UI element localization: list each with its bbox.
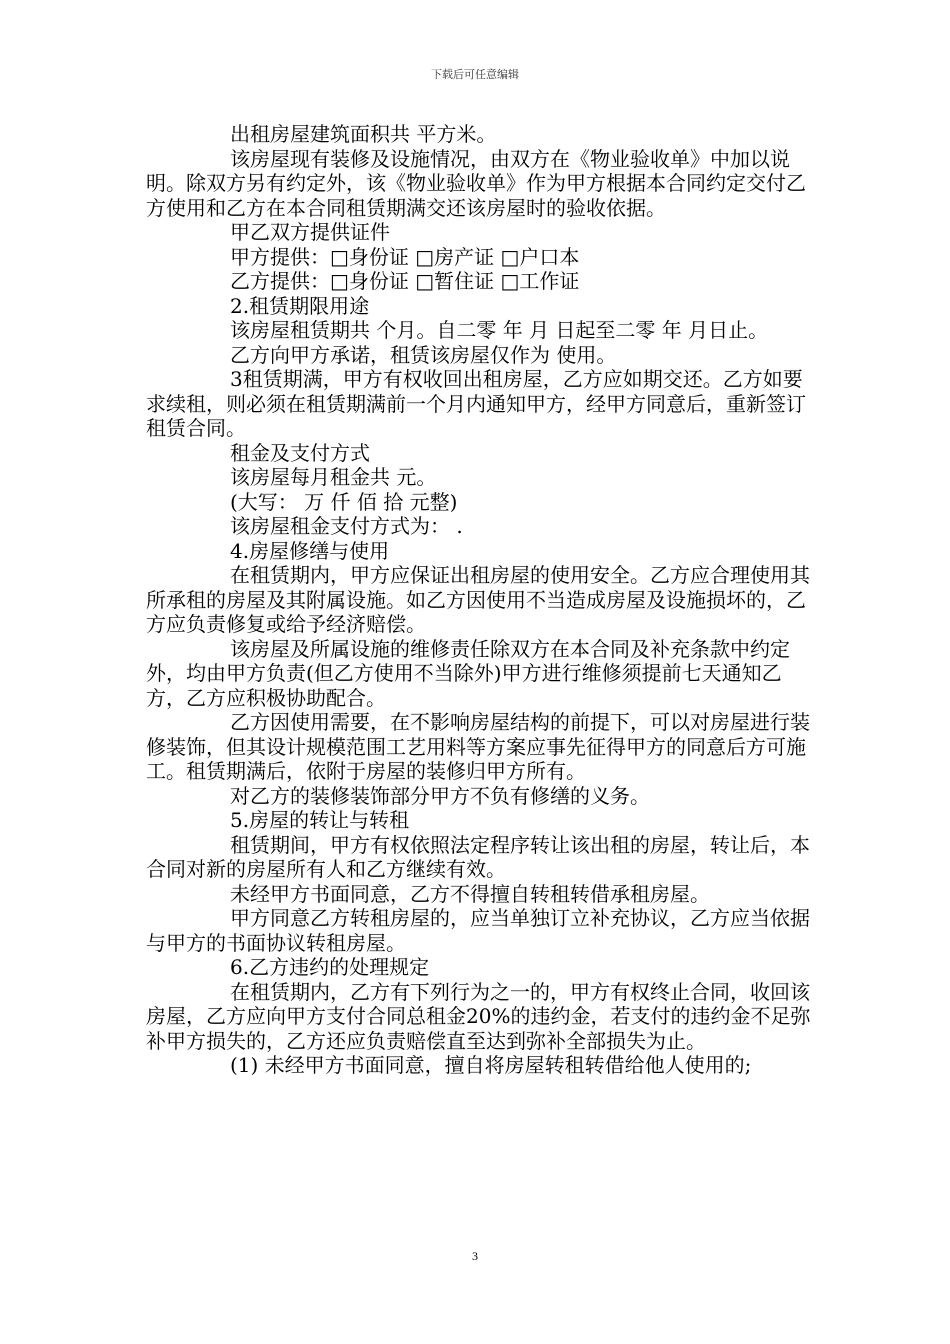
paragraph: 出租房屋建筑面积共 平方米。 — [230, 122, 497, 146]
paragraph: 对乙方的装修装饰部分甲方不负有修缮的义务。 — [230, 783, 650, 808]
paragraph: 该房屋现有装修及设施情况，由双方在《物业验收单》中加以说明。除双方另有约定外，该《物业验收单》作为甲方根据本合同约定交付乙方使用和乙方在本合同租赁期满交还该房屋时的验收依据。 — [146, 146, 806, 220]
paragraph: 乙方因使用需要，在不影响房屋结构的前提下，可以对房屋进行装修装饰，但其设计规模范围工艺用料等方案应事先征得甲方的同意后方可施工。租赁期满后，依附于房屋的装修归甲方所有。 — [146, 710, 810, 783]
paragraph: 4.房屋修缮与使用 — [230, 538, 390, 563]
paragraph: 在租赁期内，甲方应保证出租房屋的使用安全。乙方应合理使用其所承租的房屋及其附属设施。如乙方因使用不当造成房屋及设施损坏的，乙方应负责修复或给予经济赔偿。 — [146, 563, 810, 636]
paragraph: (大写： 万 仟 佰 拾 元整) — [230, 489, 458, 514]
document-body — [146, 122, 812, 1078]
paragraph: 甲乙双方提供证件 — [230, 220, 390, 244]
paragraph: 在租赁期内，乙方有下列行为之一的，甲方有权终止合同，收回该房屋，乙方应向甲方支付合同总租金20%的违约金，若支付的违约金不足弥补甲方损失的，乙方还应负责赔偿直至达到弥补全部损失为止。 — [146, 979, 811, 1053]
paragraph: 3租赁期满，甲方有权收回出租房屋，乙方应如期交还。乙方如要求续租，则必须在租赁期满前一个月内通知甲方，经甲方同意后，重新签订租赁合同。 — [146, 367, 806, 440]
paragraph: 该房屋每月租金共 元。 — [230, 465, 437, 489]
paragraph: 该房屋租赁期共 个月。自二零 年 月 日起至二零 年 月日止。 — [230, 318, 769, 342]
paragraph: 6.乙方违约的处理规定 — [230, 955, 430, 979]
paragraph: 乙方向甲方承诺，租赁该房屋仅作为 使用。 — [230, 342, 617, 367]
paragraph: (1) 未经甲方书面同意，擅自将房屋转租转借给他人使用的; — [230, 1053, 752, 1077]
paragraph: 甲方同意乙方转租房屋的，应当单独订立补充协议，乙方应当依据与甲方的书面协议转租房屋。 — [146, 906, 810, 955]
paragraph: 5.房屋的转让与转租 — [230, 808, 410, 832]
paragraph: 乙方提供：□身份证 □暂住证 □工作证 — [230, 269, 580, 293]
paragraph: 该房屋租金支付方式为： . — [230, 514, 463, 538]
paragraph: 2.租赁期限用途 — [230, 293, 370, 318]
paragraph: 租赁期间，甲方有权依照法定程序转让该出租的房屋，转让后，本合同对新的房屋所有人和乙方继续有效。 — [146, 832, 810, 881]
paragraph: 该房屋及所属设施的维修责任除双方在本合同及补充条款中约定外，均由甲方负责(但乙方使用不当除外)甲方进行维修须提前七天通知乙方，乙方应积极协助配合。 — [146, 636, 790, 710]
paragraph: 未经甲方书面同意，乙方不得擅自转租转借承租房屋。 — [230, 881, 710, 906]
paragraph: 租金及支付方式 — [230, 440, 370, 465]
paragraph: 甲方提供：□身份证 □房产证 □户口本 — [230, 244, 580, 269]
page-number: 3 — [472, 1249, 478, 1263]
page-header: 下载后可任意编辑 — [431, 68, 519, 81]
